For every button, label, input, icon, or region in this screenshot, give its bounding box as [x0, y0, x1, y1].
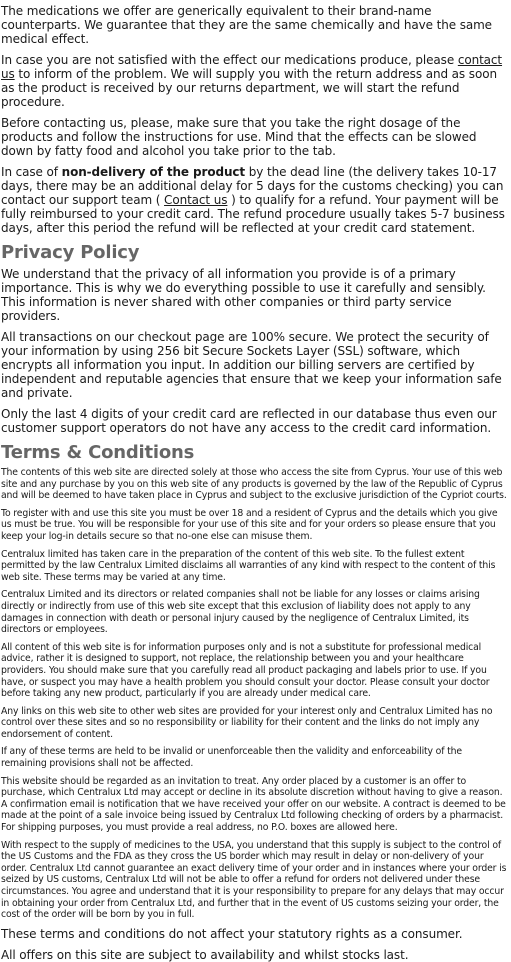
refund-section	[1, 4, 509, 235]
refund-paragraph-dosage: Before contacting us, please, make sure that you take the right dosage of the products and follow the instructions for use. Mind that the effects can be slowed down by fatty food and alcohol you take prior to the tab.	[1, 116, 477, 158]
privacy-paragraph-card-digits: Only the last 4 digits of your credit card are reflected in our database thus even our customer support operators do not have any access to the credit card information.	[1, 407, 497, 435]
terms-paragraph: With respect to the supply of medicines to the USA, you understand that this supply is subject to the control of the US Customs and the FDA as they cross the US border which may result in delay or non-delivery of your order. Centralux Ltd cannot guarantee an exact delivery time of your order and in instances where your order is seized by US customs, Centralux Ltd will not be able to offer a refund for orders not delivered under these circumstances. You agree and understand that it is your responsibility to prepare for any delays that may occur in obtaining your order from Centralux Ltd, and further that in the event of US customs seizing your order, the cost of the order will be born by you in full.	[1, 839, 507, 921]
terms-statutory-rights: These terms and conditions do not affect your statutory rights as a consumer.	[1, 926, 463, 941]
terms-availability: All offers on this site are subject to availability and whilst stocks last.	[1, 947, 409, 962]
privacy-paragraph-importance: We understand that the privacy of all information you provide is of a primary importance. This is why we do everything possible to use it carefully and sensibly. This information is never shared with other companies or third party service providers.	[1, 267, 486, 323]
contact-us-link[interactable]: contact us	[1, 53, 503, 81]
terms-paragraph: To register with and use this site you must be over 18 and a resident of Cyprus and the details which you give us must be true. You will be responsible for your use of this site and for your orders so please ensure that you keep your log-in details secure so that no-one else can misuse them.	[1, 507, 498, 542]
terms-paragraph: Centralux Limited and its directors or related companies shall not be liable for any losses or claims arising directly or indirectly from use of this web site except that this exclusion of liability does not apply to any damages in connection with death or personal injury caused by the negligence of Centralux Limited, its directors or employees.	[1, 589, 480, 636]
non-delivery-emphasis: non-delivery of the product	[61, 165, 246, 179]
terms-paragraph: If any of these terms are held to be invalid or unenforceable then the validity and enforceability of the remaining provisions shall not be affected.	[1, 746, 462, 770]
terms-paragraph: This website should be regarded as an invitation to treat. Any order placed by a customer is an offer to purchase, which Centralux Ltd may accept or decline in its absolute discretion without having to give a reason. A confirmation email is notification that we have received your offer on our website. A contract is deemed to be made at the point of a sale invoice being issued by Centralux Ltd following checking of orders by a pharmacist. For shipping purposes, you must provide a real address, no P.O. boxes are allowed here.	[1, 775, 506, 834]
terms-paragraph: All content of this web site is for information purposes only and is not a substitute for professional medical advice, rather it is designed to support, not replace, the relationship between you and your healthcare providers. You should make sure that you carefully read all product packaging and labels prior to use. If you have, or suspect you may have a health problem you should consult your doctor. Please consult your doctor before taking any new product, particularly if you are already under medical care.	[1, 641, 490, 700]
privacy-section	[1, 242, 509, 435]
privacy-paragraph-ssl: All transactions on our checkout page are 100% secure. We protect the security of your information by using 256 bit Secure Sockets Layer (SSL) software, which encrypts all information you input. In addition our billing servers are certified by independent and reputable agencies that ensure that we keep your information safe and private.	[1, 330, 502, 400]
refund-paragraph-non-delivery: In case of non-delivery of the product by the dead line (the delivery takes 10-17 days, there may be an additional delay for 5 days for the customs checking) you can contact our support team ( Contact us ) to qualify for a refund. Your payment will be fully reimbursed to your credit card. The refund procedure usually takes 5-7 business days, after this period the refund will be reflected at your credit card statement.	[1, 165, 505, 235]
terms-conditions-heading: Terms & Conditions	[1, 442, 195, 463]
terms-paragraph: The contents of this web site are directed solely at those who access the site from Cyprus. Your use of this web site and any purchase by you on this web site of any products is governed by the law of the Republic of Cyprus and will be deemed to have taken place in Cyprus and subject to the exclusive jurisdiction of the Cypriot courts.	[1, 467, 507, 502]
terms-section	[1, 442, 509, 962]
terms-paragraph: Any links on this web site to other web sites are provided for your interest only and Centralux Limited has no control over these sites and so no responsibility or liability for their content and the links do not imply any endorsement of content.	[1, 705, 493, 740]
contact-us-link-support[interactable]: Contact us	[164, 193, 228, 207]
privacy-policy-heading: Privacy Policy	[1, 242, 140, 263]
refund-paragraph-equivalence: The medications we offer are generically equivalent to their brand-name counterparts. We guarantee that they are the same chemically and have the same medical effect.	[1, 4, 492, 46]
terms-paragraph: Centralux limited has taken care in the preparation of the content of this web site. To the fullest extent permitted by the law Centralux Limited disclaims all warranties of any kind with respect to the content of this web site. These terms may be varied at any time.	[1, 548, 496, 583]
refund-paragraph-not-satisfied: In case you are not satisfied with the effect our medications produce, please contact us to inform of the problem. We will supply you with the return address and as soon as the product is received by our returns department, we will start the refund procedure.	[1, 53, 503, 109]
